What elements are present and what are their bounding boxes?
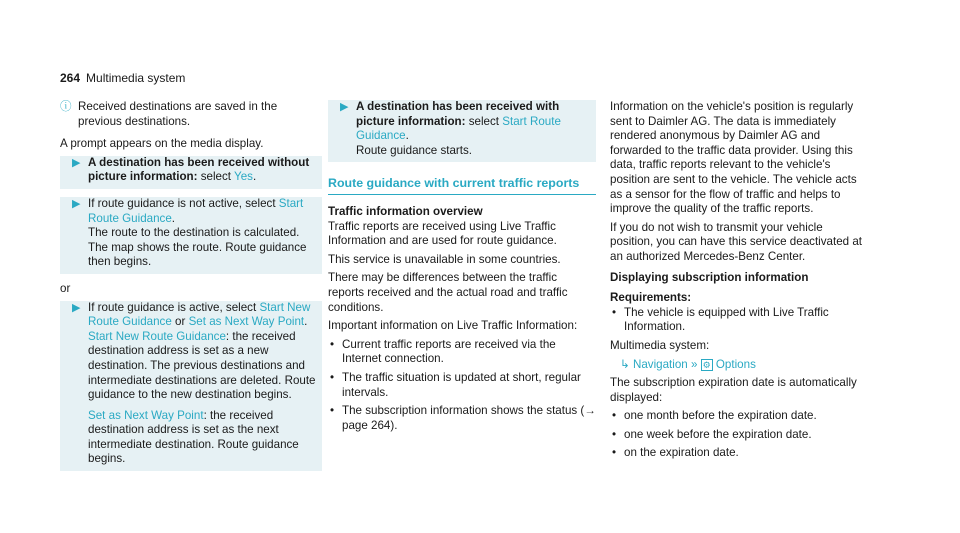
bullet-icon: • (612, 427, 617, 441)
set-as-next-way-point-link[interactable]: Set as Next Way Point (188, 315, 305, 329)
step-result: Route guidance starts. (356, 143, 473, 157)
bullet-icon: • (330, 404, 335, 418)
paragraph: There may be differences between the traffic reports received and the actual road and traffic conditions. (328, 271, 568, 314)
info-list (328, 338, 596, 434)
step-result: The route to the destination is calculated. The map shows the route. Route guidance then begins. (88, 226, 307, 269)
step-text: If route guidance is not active, select (88, 196, 276, 210)
list-item: • on the expiration date. (612, 446, 739, 460)
navigation-path (610, 358, 868, 373)
paragraph: Traffic reports are received using Live Traffic Information and are used for route guidance. (328, 219, 557, 248)
paragraph: Information on the vehicle's position is regularly sent to Daimler AG. The data is immediately rendered anonymous by Daimler AG and forwarded to the traffic data provider. Using this data, traffic reports relevant to the vehicle's position are sent to the vehicle. The vehicle acts as a sensor for the flow of traffic and helps to improve the quality of the traffic reports. (610, 100, 857, 216)
step-no-picture: ▶ A destination has been received without picture information: select Yes. (60, 156, 322, 189)
start-new-route-guidance-link-2[interactable]: Start New Route Guidance (88, 329, 226, 343)
step-subtext (88, 409, 318, 467)
step-title: A destination has been received without picture information: (88, 155, 310, 184)
step-arrow-icon: ▶ (72, 197, 81, 210)
bullet-icon: • (612, 409, 617, 423)
step-arrow-icon: ▶ (72, 156, 81, 169)
start-new-route-guidance-link[interactable]: Start New Route Guidance (88, 300, 311, 329)
page-header (60, 71, 185, 85)
bullet-icon: • (612, 305, 617, 319)
step-title: A destination has been received with picture information: (356, 100, 560, 128)
paragraph: If you do not wish to transmit your vehicle position, you can have this service deactivated at an authorized Mercedes-Benz Center. (610, 220, 862, 263)
bullet-icon: • (612, 446, 617, 460)
list-item: • The traffic situation is updated at short, regular intervals. (330, 370, 581, 399)
step-with-picture: ▶ A destination has been received with picture information: select Start Route Guidance. Route guidance starts. (328, 100, 596, 162)
column-1 (60, 100, 322, 479)
gear-icon: ⚙ (702, 359, 711, 370)
list-item: • one month before the expiration date. (612, 409, 817, 423)
or-inline: or (175, 315, 186, 329)
list-item: • The subscription information shows the status (→ page 264). (330, 404, 596, 432)
step-text: If route guidance is active, select (88, 300, 257, 314)
multimedia-system-label: Multimedia system: (610, 338, 710, 352)
subsection-title: Traffic information overview (328, 204, 483, 218)
info-text: Received destinations are saved in the previous destinations. (78, 100, 278, 128)
page-title: Multimedia system (86, 71, 186, 85)
step-start-guidance: ▶ If route guidance is not active, select Start Route Guidance. The route to the destination is calculated. The map shows the route. Route guidance then begins. (60, 197, 322, 274)
navigation-link[interactable]: Navigation (632, 357, 688, 371)
step-active-guidance: ▶ If route guidance is active, select Start New Route Guidance or Set as Next Way Point. Start New Route Guidance: the received destination address is set as a new destination. The previous destinations and intermediate destinations are deleted. Route guidance to the new destination begins. Set as Next Way Point: the received destination address is set as the next intermediate destination. Route guidance begins. (60, 301, 322, 472)
start-route-guidance-link[interactable]: Start Route Guidance (356, 114, 561, 143)
info-icon: ⓘ (60, 100, 72, 113)
column-2 (328, 100, 596, 437)
page-number: 264 (60, 71, 81, 85)
step-text: select (468, 114, 500, 128)
info-note (60, 100, 322, 129)
double-chevron-icon: » (690, 357, 698, 371)
bullet-icon: • (330, 337, 335, 351)
step-result-2: : the received destination address is set as the next intermediate destination. Route guidance begins. (88, 408, 299, 466)
subsection-title: Displaying subscription information (610, 270, 809, 284)
paragraph: Important information on Live Traffic Information: (328, 319, 578, 333)
list-item: • Current traffic reports are received via the Internet connection. (330, 337, 556, 366)
list-item: • one week before the expiration date. (612, 427, 812, 441)
paragraph: This service is unavailable in some countries. (328, 252, 561, 266)
bullet-icon: • (330, 370, 335, 384)
step-arrow-icon: ▶ (340, 101, 349, 113)
yes-link[interactable]: Yes (234, 170, 253, 184)
section-title: Route guidance with current traffic reports (328, 174, 596, 195)
return-arrow-icon: ↳ (620, 357, 630, 371)
or-text: or (60, 281, 71, 295)
step-result: : the received destination address is set as a new destination. The previous destinations and intermediate destinations are deleted. Route guidance to the new destination begins. (88, 329, 316, 402)
requirements-title: Requirements: (610, 291, 692, 305)
prompt-text: A prompt appears on the media display. (60, 137, 264, 151)
column-3 (610, 100, 868, 465)
step-arrow-icon: ▶ (72, 301, 81, 314)
start-route-guidance-link[interactable]: Start Route Guidance (88, 196, 304, 225)
set-as-next-way-point-link-2[interactable]: Set as Next Way Point (88, 408, 204, 422)
step-text: select (200, 170, 232, 184)
options-link[interactable]: Options (715, 357, 756, 371)
expiration-list (610, 409, 868, 461)
requirements-list (610, 306, 868, 335)
list-item: • The vehicle is equipped with Live Traffic Information. (612, 305, 829, 334)
paragraph: The subscription expiration date is automatically displayed: (610, 376, 857, 404)
